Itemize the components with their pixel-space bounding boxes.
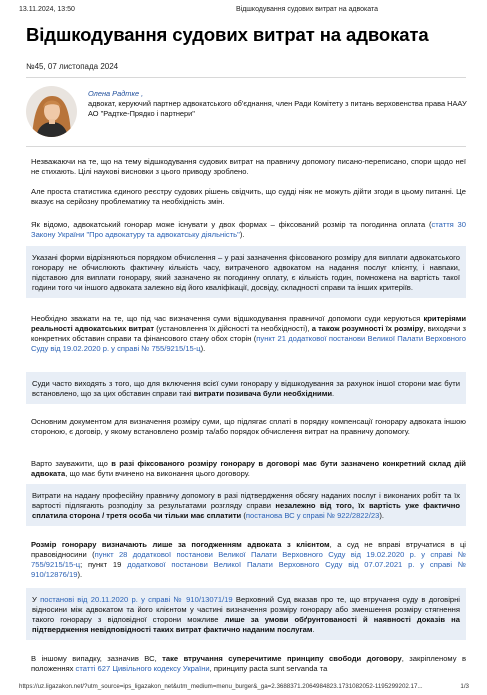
paragraph-text: Суди часто виходять з того, що для включення всієї суми гонорару у відшкодування за рахунок іншої сторони має бути встановлено, що за цих обставин справи такі bbox=[32, 379, 460, 398]
highlight-paragraph bbox=[26, 588, 466, 640]
paragraph-text: . bbox=[312, 625, 315, 634]
bold-text: критеріїв bbox=[379, 283, 411, 292]
author-info bbox=[88, 89, 468, 119]
paragraph-text: Витрати на надану професійну правничу допомогу в разі підтвердження обсягу наданих послуг і виконаних робіт та їх вартості підлягають розподілу за результатами розгляду справи bbox=[32, 491, 460, 510]
paragraph-text: . bbox=[410, 283, 413, 292]
paragraph bbox=[26, 220, 466, 240]
author-photo-icon bbox=[26, 86, 77, 137]
bold-text: незалежно від того, їх вартість уже фактично сплатила сторона / третя особа чи тільки має сплатити bbox=[32, 501, 460, 520]
ruling-link[interactable]: постанова ВС у справі № 922/2822/23 bbox=[245, 511, 380, 520]
ruling-link[interactable]: додаткової постанови Великої Палати Верховного Суду від 07.07.2021 р. у справі № 910/12876/19 bbox=[31, 560, 466, 579]
paragraph-text: ( bbox=[241, 511, 246, 520]
page-number: 1/3 bbox=[460, 683, 469, 690]
paragraph-text: ). bbox=[239, 230, 245, 239]
paragraph-text: Верховний Суд вказав про те, що втручання суду в договірні відносини між адвокатом та його клієнтом у частині визначення розміру гонорару або зменшення розміру стягнення такого гонорару з відповідної сторони можливе bbox=[32, 595, 460, 624]
highlight-paragraph bbox=[26, 372, 466, 404]
paragraph-text: , а суд не вправі втручатися в ці правовідносини ( bbox=[31, 540, 466, 559]
paragraph-text: , що має бути вчинено на виконання цього договору. bbox=[65, 469, 250, 478]
paragraph-text: . bbox=[332, 389, 335, 398]
print-datetime: 13.11.2024, 13:50 bbox=[19, 6, 75, 13]
bold-text: витрати позивача були необхідними bbox=[193, 389, 332, 398]
divider bbox=[26, 146, 466, 147]
bold-text: таке втручання суперечитиме принципу свободи договору bbox=[162, 654, 402, 663]
paragraph bbox=[26, 417, 466, 437]
author-name[interactable]: Олена Радтке , bbox=[88, 89, 144, 98]
paragraph bbox=[26, 459, 466, 479]
issue-date: №45, 07 листопада 2024 bbox=[26, 62, 119, 71]
divider bbox=[26, 77, 466, 78]
paragraph-text: Як відомо, адвокатський гонорар може існувати у двох формах – фіксований розмір та погодинна оплата ( bbox=[31, 220, 432, 229]
author-role: адвокат, керуючий партнер адвокатського об'єднання, член Ради Комітету з питань верховенства права НААУ bbox=[88, 99, 467, 108]
law-link[interactable]: стаття 30 Закону України "Про адвокатуру та адвокатську діяльність" bbox=[31, 220, 466, 239]
paragraph-text: (установлення їх дійсності та необхідності), bbox=[154, 324, 312, 333]
paragraph-text: Але проста статистика єдиного реєстру судових рішень свідчить, що судді ніяк не можуть дійти згоди в цьому питанні. Це вказує на серйозну проблематику та необхідність змін. bbox=[31, 187, 466, 206]
paragraph-text: ; пункт 19 bbox=[80, 560, 128, 569]
bold-text: лише за умови обґрунтованості й наявності доказів на підтвердження невідповідності таких витрат фактично наданим послугам bbox=[32, 615, 460, 634]
paragraph-text: В іншому випадку, зазначив ВС, bbox=[31, 654, 163, 663]
paragraph-text: У bbox=[32, 595, 41, 604]
paragraph-text: , закріпленому в положеннях bbox=[31, 654, 466, 673]
bold-text: а також розумності їх розміру bbox=[311, 324, 424, 333]
paragraph-text: ). bbox=[77, 570, 83, 579]
ruling-link[interactable]: пункт 21 додаткової постанови Великої Палати Верховного Суду від 19.02.2020 р. у справі № 755/9215/15-ц bbox=[31, 334, 466, 353]
paragraph-text: Варто зауважити, що bbox=[31, 459, 112, 468]
paragraph-text: , виходячи з конкретних обставин справи та фінансового стану обох сторін ( bbox=[31, 324, 466, 343]
bold-text: Розмір гонорару визначають лише за погодженням адвоката з клієнтом bbox=[31, 540, 330, 549]
paragraph bbox=[26, 187, 466, 207]
paragraph bbox=[26, 654, 466, 674]
paragraph bbox=[26, 540, 466, 580]
paragraph bbox=[26, 157, 466, 177]
paragraph-text: ). bbox=[200, 344, 206, 353]
bold-text: в разі фіксованого розміру гонорару в договорі має бути зазначено конкретний склад дій адвоката bbox=[31, 459, 466, 478]
paragraph-text: ). bbox=[379, 511, 384, 520]
ruling-link[interactable]: пункт 28 додаткової постанови Великої Палати Верховного Суду від 19.02.2020 р. у справі № 755/9215/15-ц bbox=[31, 550, 466, 569]
ruling-link[interactable]: постанові від 20.11.2020 р. у справі № 910/13071/19 bbox=[40, 595, 233, 604]
highlight-paragraph bbox=[26, 484, 466, 526]
print-url: https://uz.ligazakon.net/?utm_source=ips_ligazakon_net&utm_medium=menu_burger&_ga=2.3688371.2064984823.1731082052-1195299202.17... bbox=[19, 683, 423, 690]
print-title: Відшкодування судових витрат на адвоката bbox=[236, 6, 379, 13]
paragraph-text: Основним документом для визначення розміру суми, що підлягає сплаті в порядку компенсації гонорару адвоката іншою стороною, є договір, у якому встановлено розмір та/або порядок обчислення витрат на правничу допомогу. bbox=[31, 417, 466, 436]
paragraph-text: , принципу pacta sunt servanda та bbox=[209, 664, 328, 673]
code-link[interactable]: статті 627 Цивільного кодексу України bbox=[75, 664, 210, 673]
author-avatar bbox=[26, 86, 77, 137]
bold-text: критеріями реальності адвокатських витрат bbox=[31, 314, 466, 333]
author-company: АО "Радтке-Прядко і партнери" bbox=[88, 109, 195, 118]
page-title: Відшкодування судових витрат на адвоката bbox=[26, 24, 429, 45]
paragraph-text: Необхідно зважати на те, що під час визначення суми відшкодування правничої допомоги суди керуються bbox=[31, 314, 424, 323]
print-header bbox=[0, 6, 487, 18]
highlight-paragraph bbox=[26, 246, 466, 298]
paragraph-text: Указані форми відрізняються порядком обчислення – у разі зазначення фіксованого розміру для виплати адвокатського гонорару не обчислюють фактичну кількість часу, витраченого адвокатом на надання послуг клієнту, і навпаки, підставою для виплати гонорару, який зазначено як погодинну оплату, є кількість годин, помножена на вартість такої години того чи іншого адвоката залежно від його кваліфікації, досвіду, складності справи та інших bbox=[32, 253, 460, 292]
paragraph bbox=[26, 314, 466, 354]
paragraph-text: Незважаючи на те, що на тему відшкодування судових витрат на правничу допомогу писано-переписано, спори щодо неї не стихають. Цілі наукові висновки з цього приводу зроблено. bbox=[31, 157, 466, 176]
